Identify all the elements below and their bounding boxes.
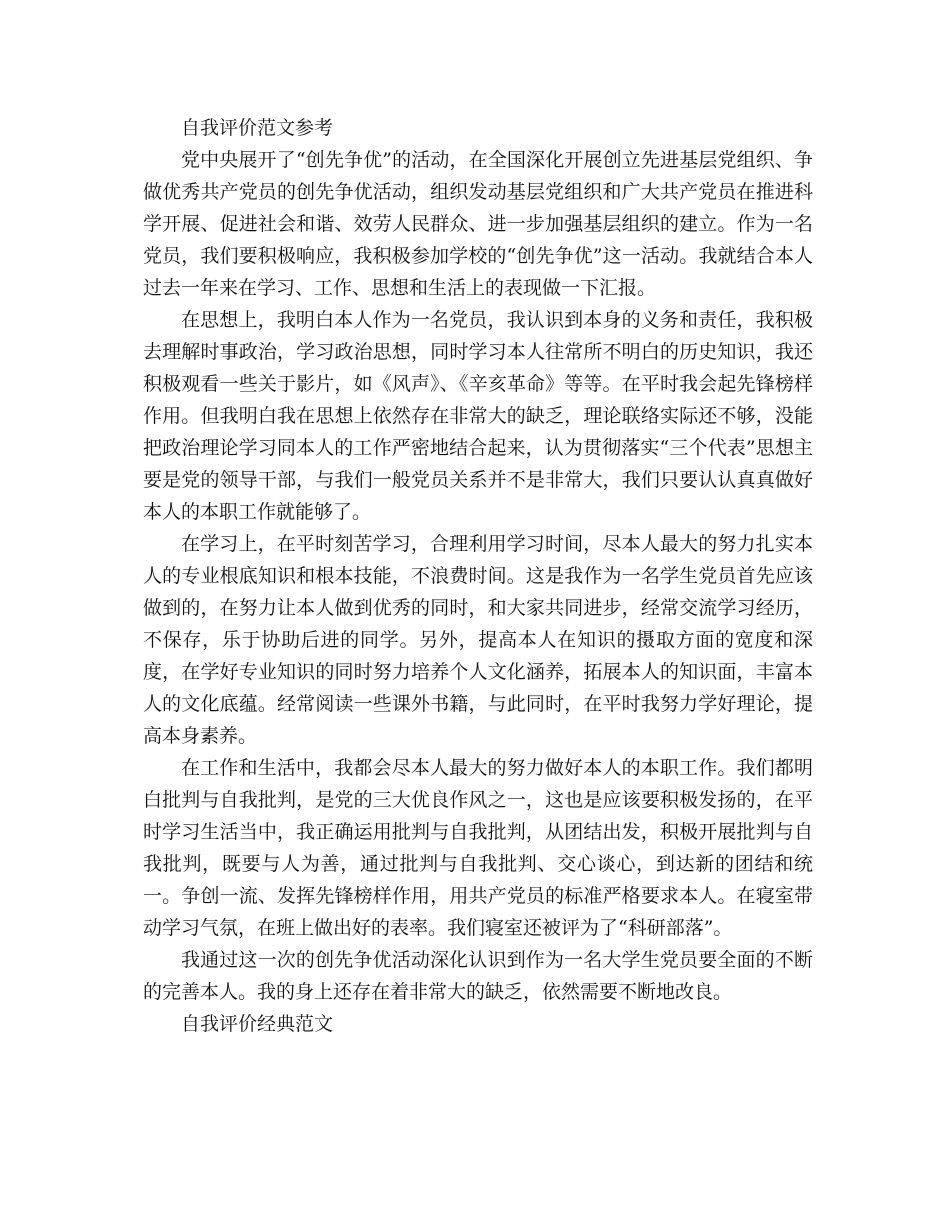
body-paragraph: 在思想上，我明白本人作为一名党员，我认识到本身的义务和责任，我积极去理解时事政治，学习政治思想，同时学习本人往常所不明白的历史知识，我还积极观看一些关于影片，如《风声》、《辛亥革命》等等。在平时我会起先锋榜样作用。但我明白我在思想上依然存在非常大的缺乏，理论联络实际还不够，没能把政治理论学习同本人的工作严密地结合起来，认为贯彻落实“三个代表”思想主要是党的领导干部，与我们一般党员关系并不是非常大，我们只要认认真真做好本人的本职工作就能够了。 — [143, 309, 813, 523]
body-paragraph: 在学习上，在平时刻苦学习，合理利用学习时间，尽本人最大的努力扎实本人的专业根底知识和根本技能，不浪费时间。这是我作为一名学生党员首先应该做到的，在努力让本人做到优秀的同时，和大家共同进步，经常交流学习经历，不保存，乐于协助后进的同学。另外，提高本人在知识的摄取方面的宽度和深度，在学好专业知识的同时努力培养个人文化涵养，拓展本人的知识面，丰富本人的文化底蕴。经常阅读一些课外书籍，与此同时，在平时我努力学好理论，提高本身素养。 — [143, 533, 813, 747]
document-page — [143, 112, 813, 1040]
section-heading: 自我评价经典范文 — [181, 1013, 334, 1035]
body-paragraph: 党中央展开了“创先争优”的活动，在全国深化开展创立先进基层党组织、争做优秀共产党员的创先争优活动，组织发动基层党组织和广大共产党员在推进科学开展、促进社会和谐、效劳人民群众、进一步加强基层组织的建立。作为一名党员，我们要积极响应，我积极参加学校的“创先争优”这一活动。我就结合本人过去一年来在学习、工作、思想和生活上的表现做一下汇报。 — [143, 149, 813, 299]
body-paragraph: 在工作和生活中，我都会尽本人最大的努力做好本人的本职工作。我们都明白批判与自我批判，是党的三大优良作风之一，这也是应该要积极发扬的，在平时学习生活当中，我正确运用批判与自我批判，从团结出发，积极开展批判与自我批判，既要与人为善，通过批判与自我批判、交心谈心，到达新的团结和统一。争创一流、发挥先锋榜样作用，用共产党员的标准严格要求本人。在寝室带动学习气氛，在班上做出好的表率。我们寝室还被评为了“科研部落”。 — [143, 757, 813, 939]
section-heading: 自我评价范文参考 — [181, 117, 334, 139]
body-paragraph: 我通过这一次的创先争优活动深化认识到作为一名大学生党员要全面的不断的完善本人。我的身上还存在着非常大的缺乏，依然需要不断地改良。 — [143, 949, 813, 1003]
